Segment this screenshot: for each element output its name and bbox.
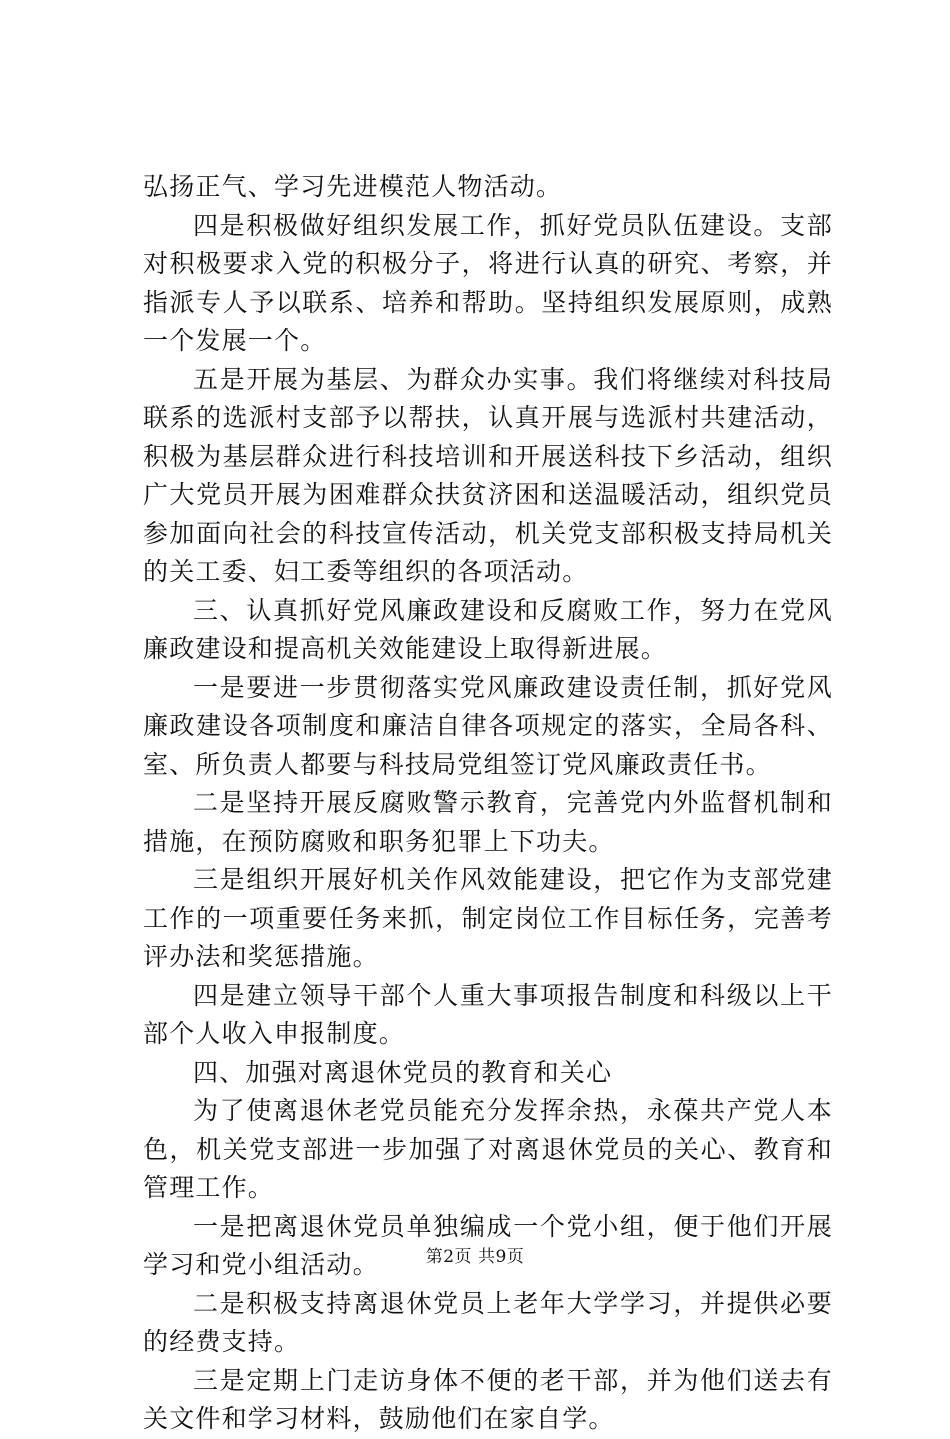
paragraph-10: 为了使离退休老党员能充分发挥余热，永葆共产党人本色，机关党支部进一步加强了对离退休党员的关心、教育和管理工作。 bbox=[143, 1096, 833, 1202]
section-heading-4: 四、加强对离退休党员的教育和关心 bbox=[193, 1057, 613, 1087]
paragraph-11: 一是把离退休党员单独编成一个党小组，便于他们开展学习和党小组活动。 bbox=[143, 1211, 833, 1279]
paragraph-3: 五是开展为基层、为群众办实事。我们将继续对科技局联系的选派村支部予以帮扶，认真开展与选派村共建活动，积极为基层群众进行科技培训和开展送科技下乡活动，组织广大党员开展为困难群众扶贫济困和送温暖活动，组织党员参加面向社会的科技宣传活动，机关党支部积极支持局机关的关工委、妇工委等组织的各项活动。 bbox=[143, 364, 833, 586]
page-number-footer: 第2页 共9页 bbox=[425, 1247, 525, 1267]
section-heading-3: 三、认真抓好党风廉政建设和反腐败工作，努力在党风廉政建设和提高机关效能建设上取得新进展。 bbox=[143, 595, 833, 663]
paragraph-7: 三是组织开展好机关作风效能建设，把它作为支部党建工作的一项重要任务来抓，制定岗位工作目标任务，完善考评办法和奖惩措施。 bbox=[143, 865, 833, 971]
paragraph-12: 二是积极支持离退休党员上老年大学学习，并提供必要的经费支持。 bbox=[143, 1288, 833, 1356]
paragraph-5: 一是要进一步贯彻落实党风廉政建设责任制，抓好党风廉政建设各项制度和廉洁自律各项规定的落实，全局各科、室、所负责人都要与科技局党组签订党风廉政责任书。 bbox=[143, 672, 833, 779]
paragraph-2: 四是积极做好组织发展工作，抓好党员队伍建设。支部对积极要求入党的积极分子，将进行认真的研究、考察，并指派专人予以联系、培养和帮助。坚持组织发展原则，成熟一个发展一个。 bbox=[143, 210, 833, 355]
paragraph-8: 四是建立领导干部个人重大事项报告制度和科级以上干部个人收入申报制度。 bbox=[143, 980, 833, 1048]
paragraph-13: 三是定期上门走访身体不便的老干部，并为他们送去有关文件和学习材料，鼓励他们在家自学。 bbox=[143, 1365, 833, 1433]
paragraph-6: 二是坚持开展反腐败警示教育，完善党内外监督机制和措施，在预防腐败和职务犯罪上下功夫。 bbox=[143, 788, 833, 856]
paragraph-1: 弘扬正气、学习先进模范人物活动。 bbox=[143, 172, 563, 201]
